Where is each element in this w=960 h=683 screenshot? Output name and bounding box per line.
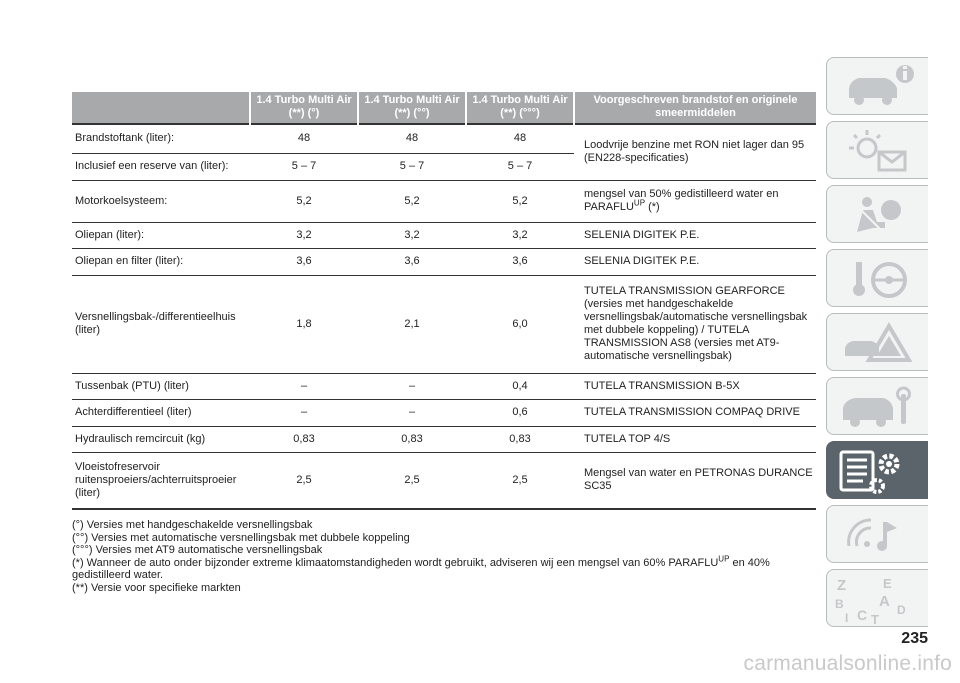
safety-airbag-icon: [827, 186, 929, 244]
car-service-icon: [827, 378, 929, 436]
row-value: 3,6: [466, 248, 574, 275]
header-cell-version-1: 1.4 Turbo Multi Air (**) (°): [250, 92, 358, 124]
chapter-tab-emergency[interactable]: [826, 313, 928, 371]
chapter-tab-index[interactable]: [826, 569, 928, 627]
header-cell-fluids: Voorgeschreven brandstof en originele smeermiddelen: [574, 92, 816, 124]
row-value: –: [250, 373, 358, 399]
index-letters-icon: [827, 570, 929, 628]
footnote: [72, 553, 816, 582]
chapter-tab-warning-lights[interactable]: [826, 121, 928, 179]
row-value: 48: [358, 124, 466, 153]
row-value: 1,8: [250, 275, 358, 373]
fuel-spec-cell: [574, 180, 816, 222]
row-value: –: [358, 399, 466, 426]
index-letter: Z: [837, 577, 847, 594]
fuel-spec-cell: TUTELA TRANSMISSION COMPAQ DRIVE: [574, 399, 816, 426]
fluids-capacity-table: [72, 92, 816, 510]
row-value: 0,6: [466, 399, 574, 426]
fuel-spec-cell: Loodvrije benzine met RON niet lager dan 95 (EN228-specificaties): [574, 124, 816, 180]
car-info-icon: [827, 58, 929, 116]
chapter-tab-safety[interactable]: [826, 185, 928, 243]
row-value: 48: [250, 124, 358, 153]
row-value: 3,2: [250, 222, 358, 248]
index-letter: I: [845, 611, 849, 625]
footnote: (°°°) Versies met AT9 automatische versnellingsbak: [72, 544, 323, 556]
table-row: [72, 248, 816, 275]
index-letter: B: [835, 597, 844, 611]
fuel-spec-cell: TUTELA TRANSMISSION B-5X: [574, 373, 816, 399]
footnote: (°) Versies met handgeschakelde versnellingsbak: [72, 519, 313, 531]
row-value: 6,0: [466, 275, 574, 373]
row-value: 2,5: [466, 452, 574, 509]
row-value: 3,2: [466, 222, 574, 248]
row-label: Tussenbak (PTU) (liter): [72, 373, 250, 399]
index-letter: D: [897, 603, 906, 617]
steering-wheel-key-icon: [827, 250, 929, 308]
index-letter: A: [879, 593, 890, 610]
fuel-spec-cell: TUTELA TOP 4/S: [574, 426, 816, 452]
fuel-spec-cell: SELENIA DIGITEK P.E.: [574, 222, 816, 248]
fuel-spec-note: (*): [645, 201, 660, 213]
table-row: [72, 124, 816, 153]
row-value: 0,83: [250, 426, 358, 452]
footnote-text: (*) Wanneer de auto onder bijzonder extreme klimaatomstandigheden wordt gebruikt, adviseren wij een mengsel van 60% PARAFLU: [72, 556, 719, 569]
row-value: 5 – 7: [250, 153, 358, 180]
row-label: Oliepan en filter (liter):: [72, 248, 250, 275]
table-row: [72, 275, 816, 373]
fuel-spec-cell: TUTELA TRANSMISSION GEARFORCE (versies met handgeschakelde versnellingsbak/automatische versnellingsbak met dubbele koppeling) / TUTELA TRANSMISSION AS8 (versies met AT9-automatische versnellingsbak): [574, 275, 816, 373]
fuel-spec-cell: SELENIA DIGITEK P.E.: [574, 248, 816, 275]
page-number: 235: [901, 630, 928, 647]
row-value: 5,2: [358, 180, 466, 222]
row-label: Versnellingsbak-/differentieelhuis (liter): [72, 275, 250, 373]
table-row: [72, 399, 816, 426]
row-value: 3,2: [358, 222, 466, 248]
fuel-spec-superscript: UP: [633, 198, 646, 208]
header-cell-empty: [72, 92, 250, 124]
row-value: 3,6: [250, 248, 358, 275]
chapter-tab-technical-data[interactable]: [826, 441, 928, 499]
row-label: Vloeistofreservoir ruitensproeiers/achterruitsproeier (liter): [72, 452, 250, 509]
table-row: [72, 426, 816, 452]
header-cell-version-2: 1.4 Turbo Multi Air (**) (°°): [358, 92, 466, 124]
fuel-spec-text: mengsel van 50% gedistilleerd water en PARAFLU: [584, 188, 779, 213]
row-label: Achterdifferentieel (liter): [72, 399, 250, 426]
row-value: 0,4: [466, 373, 574, 399]
table-row: [72, 373, 816, 399]
chapter-tab-car-info[interactable]: [826, 57, 928, 115]
fuel-spec-cell: Mengsel van water en PETRONAS DURANCE SC35: [574, 452, 816, 509]
table-row: [72, 452, 816, 509]
row-value: 2,5: [358, 452, 466, 509]
row-value: 0,83: [358, 426, 466, 452]
row-value: 5 – 7: [358, 153, 466, 180]
chapter-tab-starting[interactable]: [826, 249, 928, 307]
row-value: 48: [466, 124, 574, 153]
chapter-tab-maintenance[interactable]: [826, 377, 928, 435]
footnote: (°°) Versies met automatische versnellingsbak met dubbele koppeling: [72, 531, 410, 544]
table-header-row: [72, 92, 816, 124]
chapter-tab-multimedia[interactable]: [826, 505, 928, 563]
row-value: 5,2: [466, 180, 574, 222]
row-value: –: [358, 373, 466, 399]
row-value: 5,2: [250, 180, 358, 222]
multimedia-icon: [827, 506, 929, 564]
footnote-superscript: UP: [718, 553, 730, 563]
row-label: Inclusief een reserve van (liter):: [72, 153, 250, 180]
row-label: Brandstoftank (liter):: [72, 124, 250, 153]
table-row: [72, 180, 816, 222]
index-letter: C: [857, 607, 868, 623]
row-label: Hydraulisch remcircuit (kg): [72, 426, 250, 452]
row-label: Motorkoelsysteem:: [72, 180, 250, 222]
footnote: (**) Versie voor specifieke markten: [72, 581, 241, 594]
row-label: Oliepan (liter):: [72, 222, 250, 248]
row-value: 0,83: [466, 426, 574, 452]
warning-lights-icon: [827, 122, 929, 180]
row-value: 2,5: [250, 452, 358, 509]
row-value: 3,6: [358, 248, 466, 275]
row-value: –: [250, 399, 358, 426]
footnotes: [72, 519, 816, 594]
row-value: 2,1: [358, 275, 466, 373]
table-row: [72, 222, 816, 248]
index-letter: T: [871, 612, 879, 627]
technical-data-icon: [827, 442, 929, 500]
header-cell-version-3: 1.4 Turbo Multi Air (**) (°°°): [466, 92, 574, 124]
index-letter: E: [883, 576, 892, 591]
watermark-text: carmanualsonline.info: [743, 652, 952, 675]
emergency-triangle-icon: [827, 314, 929, 372]
row-value: 5 – 7: [466, 153, 574, 180]
footnote-text: en 40% gedistilleerd water.: [72, 556, 770, 581]
chapter-sidebar: [826, 57, 930, 633]
